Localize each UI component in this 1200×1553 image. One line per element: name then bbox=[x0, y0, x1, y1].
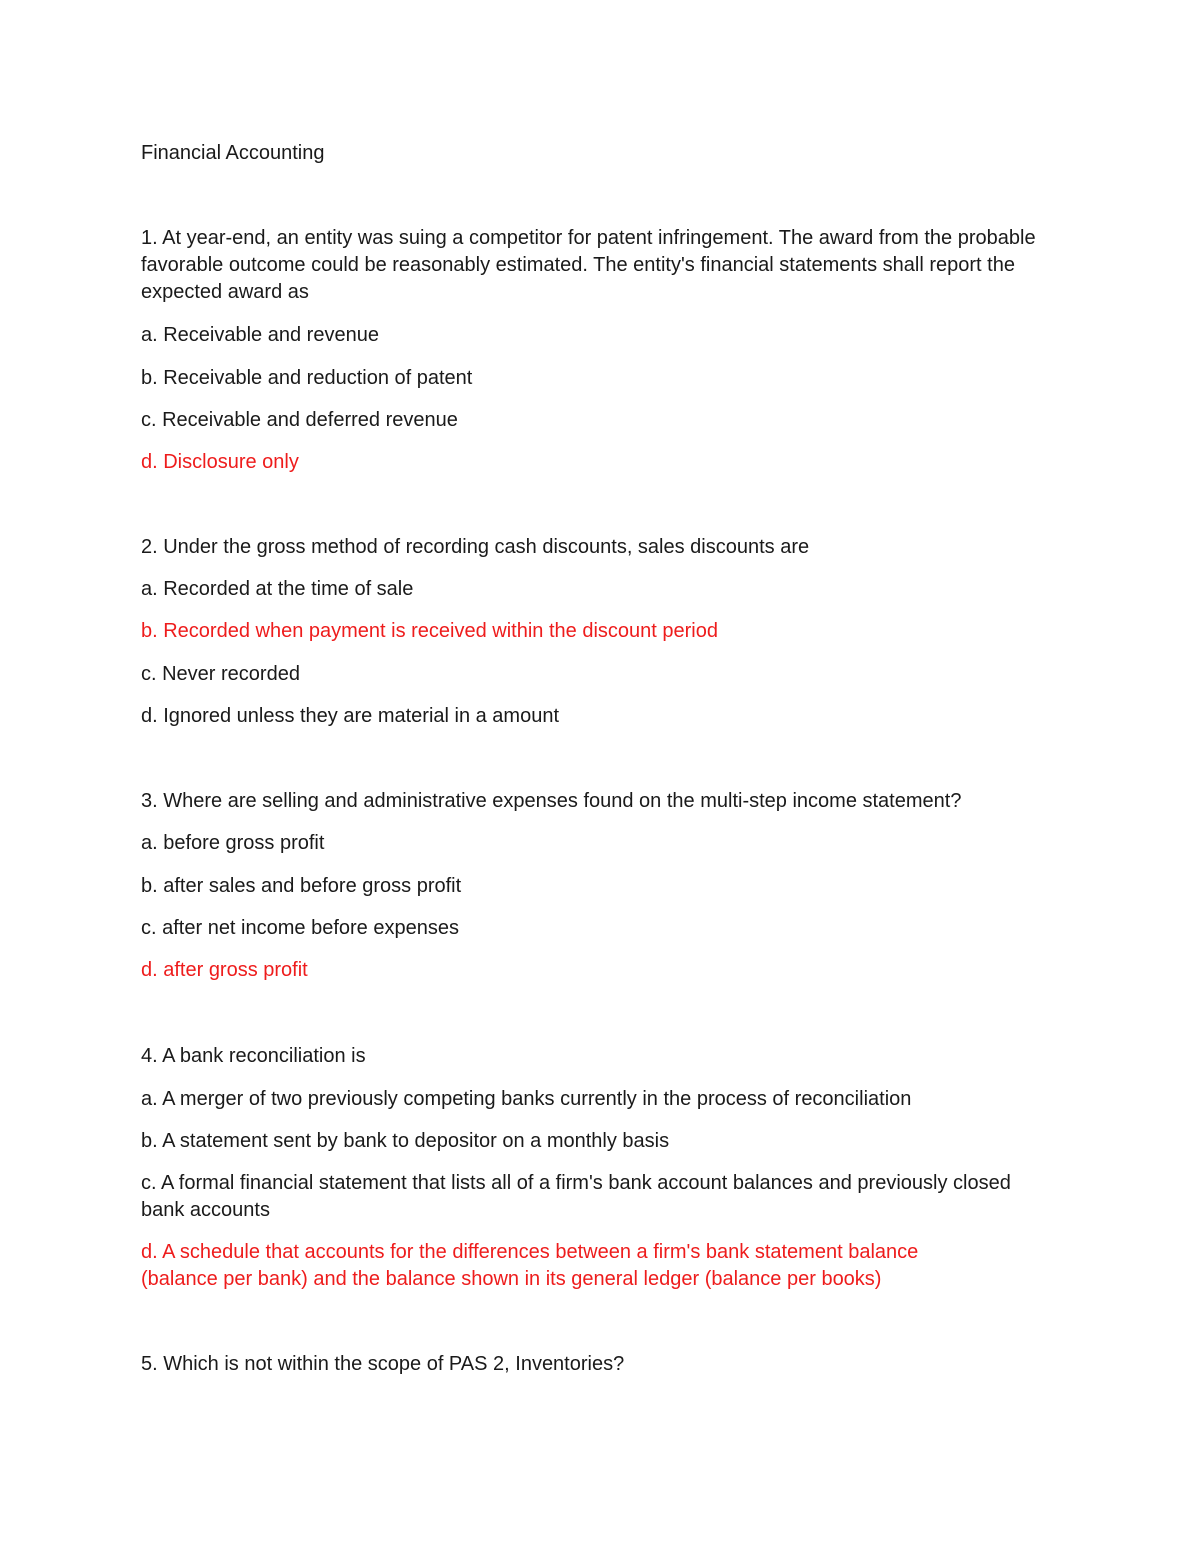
question-3-option-a: a. before gross profit bbox=[141, 832, 325, 854]
question-5-stem: 5. Which is not within the scope of PAS 2, Inventories? bbox=[141, 1353, 625, 1375]
question-4-option-a: a. A merger of two previously competing banks currently in the process of reconciliation bbox=[141, 1088, 912, 1110]
question-3-option-c: c. after net income before expenses bbox=[141, 917, 459, 939]
question-3-option-b: b. after sales and before gross profit bbox=[141, 875, 462, 897]
question-3-option-d-answer: d. after gross profit bbox=[141, 959, 308, 981]
question-1-option-c: c. Receivable and deferred revenue bbox=[141, 409, 458, 431]
question-2-option-d: d. Ignored unless they are material in a amount bbox=[141, 705, 560, 727]
question-2-option-a: a. Recorded at the time of sale bbox=[141, 578, 414, 600]
question-1-option-b: b. Receivable and reduction of patent bbox=[141, 367, 473, 389]
question-1-stem: 1. At year-end, an entity was suing a competitor for patent infringement. The award from the probable favorable outcome could be reasonably estimated. The entity's financial statements shall report the expected award as bbox=[141, 227, 1042, 303]
document-title: Financial Accounting bbox=[141, 142, 325, 164]
question-2-option-c: c. Never recorded bbox=[141, 663, 300, 685]
question-4-option-b: b. A statement sent by bank to depositor on a monthly basis bbox=[141, 1130, 670, 1152]
question-1-option-d-answer: d. Disclosure only bbox=[141, 451, 299, 473]
question-3-stem: 3. Where are selling and administrative expenses found on the multi-step income statement? bbox=[141, 790, 962, 812]
question-4-option-d-answer: d. A schedule that accounts for the differences between a firm's bank statement balance (balance per bank) and the balance shown in its general ledger (balance per books) bbox=[141, 1241, 924, 1290]
question-4-option-c: c. A formal financial statement that lists all of a firm's bank account balances and previously closed bank accounts bbox=[141, 1172, 1017, 1221]
question-2-option-b-answer: b. Recorded when payment is received within the discount period bbox=[141, 620, 718, 642]
question-4-stem: 4. A bank reconciliation is bbox=[141, 1045, 366, 1067]
question-1-option-a: a. Receivable and revenue bbox=[141, 324, 379, 346]
question-2-stem: 2. Under the gross method of recording cash discounts, sales discounts are bbox=[141, 536, 810, 558]
